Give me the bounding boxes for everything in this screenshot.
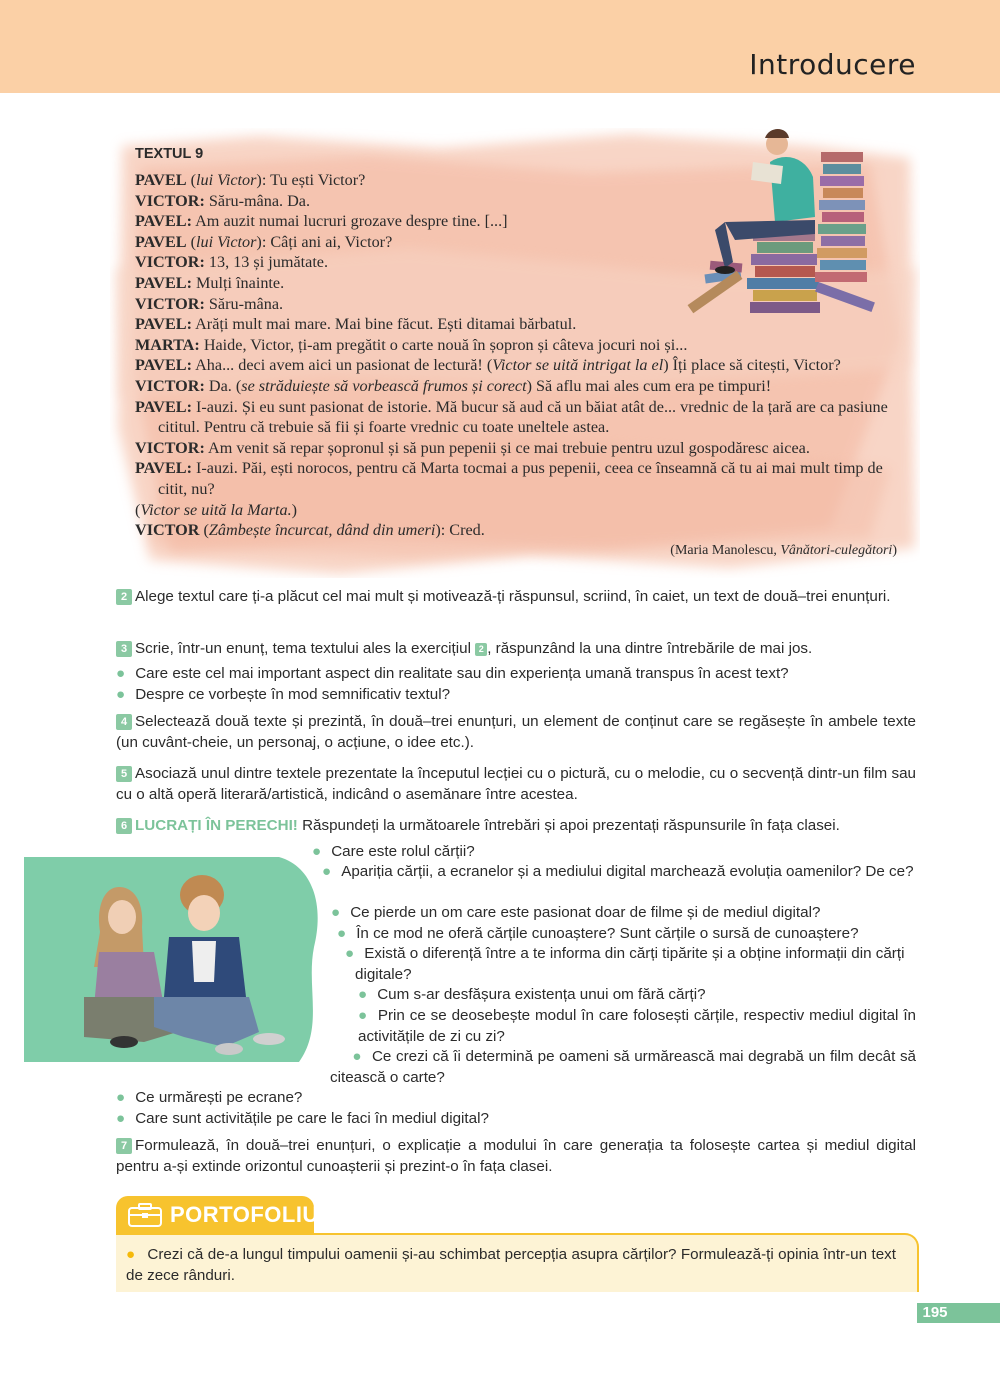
exercise-number: 3 — [116, 641, 132, 657]
line-text: Am auzit numai lucruri grozave despre tine. [...] — [191, 212, 508, 231]
bullet-icon: ● — [352, 1048, 362, 1065]
list-item: ● Care sunt activitățile pe care le faci în mediul digital? — [116, 1110, 489, 1127]
bullet-icon: ● — [331, 904, 341, 921]
speaker-name: PAVEL: — [135, 356, 192, 375]
exercise-3: 3 Scrie, într-un enunț, tema textului ales la exercițiul 2 , răspunzând la una dintre întrebările de mai jos. — [116, 639, 916, 660]
stage-direction: Victor se uită la Marta. — [140, 500, 292, 519]
exercise-2: 2 Alege textul care ți-a plăcut cel mai mult și motivează-ți răspunsul, scriind, în caiet, un text de două–trei enunțuri. — [116, 587, 916, 608]
line-text: : Câți ani ai, Victor? — [261, 232, 393, 251]
reading-source: (Maria Manolescu, Vânători-culegători) — [670, 542, 897, 558]
exercise-4: 4 Selectează două texte și prezintă, în două–trei enunțuri, un element de conținut care se regăsește în ambele texte (un cuvânt-cheie, un personaj, o acțiune, o idee etc.). — [116, 713, 916, 751]
line-text: Arăți mult mai mare. Mai bine făcut. Ești ditamai bărbatul. — [191, 315, 577, 334]
bullet-icon: ● — [337, 925, 347, 942]
exercise-5: 5 Asociază unul dintre textele prezentate la începutul lecției cu o pictură, cu o melodie, cu o secvență dintr-un film sau cu o altă operă literară/artistică, indicând o asemănare între acestea. — [116, 765, 916, 803]
dialogue — [135, 170, 905, 541]
stage-direction: lui Victor — [196, 171, 257, 189]
bullet-icon: ● — [312, 843, 322, 860]
dialogue-line: VICTOR (Zâmbește încurcat, dând din umeri): Cred. — [135, 521, 485, 540]
line-text: ( — [135, 500, 141, 519]
reading-text — [135, 146, 905, 559]
line-text: ) — [291, 500, 298, 519]
pair-work-label: LUCRAȚI ÎN PERECHI! — [135, 817, 298, 834]
dialogue-line — [135, 335, 905, 356]
list-item: ● Cum s-ar desfășura existența unui om fără cărți? — [358, 986, 706, 1003]
speaker-name: VICTOR: — [135, 253, 205, 272]
line-text: 13, 13 și jumătate. — [204, 253, 329, 272]
exercise-6: 6 LUCRAȚI ÎN PERECHI! Răspundeți la următoarele întrebări și apoi prezentați răspunsurile în fața clasei. — [116, 816, 916, 837]
speaker-name: VICTOR: — [135, 438, 205, 457]
bullet-icon: ● — [126, 1246, 136, 1263]
dialogue-line — [135, 273, 905, 294]
bullet-icon: ● — [358, 986, 368, 1003]
line-text: : Cred. — [440, 521, 485, 540]
speaker-name: PAVEL: — [135, 315, 192, 334]
speaker-name: VICTOR — [135, 521, 200, 540]
line-text: Da. ( — [204, 376, 242, 395]
bullet-icon: ● — [116, 1089, 126, 1106]
exercise-number: 4 — [116, 714, 132, 730]
speaker-name: PAVEL — [135, 171, 187, 189]
stage-direction: Zâmbește încurcat, dând din umeri — [208, 521, 436, 540]
dialogue-line — [135, 438, 905, 459]
line-text: ) Să aflu mai ales cum era pe timpuri! — [526, 376, 772, 395]
dialogue-line — [135, 397, 905, 438]
page-number: 195 — [922, 1304, 948, 1321]
line-text: Aha... deci avem aici un pasionat de lectură! ( — [191, 356, 493, 375]
page-number-tab — [917, 1303, 1000, 1323]
speaker-name: PAVEL: — [135, 397, 192, 416]
bullet-icon: ● — [116, 686, 126, 703]
line-text: I-auzi. Păi, ești norocos, pentru că Marta tocmai a pus pepenii, ceea ce înseamnă că tu ai mai mult timp de citit, nu? — [158, 459, 883, 498]
exercise-reference: 2 — [475, 643, 487, 656]
dialogue-line — [135, 376, 905, 397]
list-item: ● Prin ce se deosebește modul în care folosești cărțile, respectiv mediul digital în activitățile de zi cu zi? — [358, 1007, 916, 1045]
stage-direction: Victor se uită intrigat la el — [492, 356, 664, 375]
dialogue-line — [135, 458, 905, 499]
exercise-7: 7 Formulează, în două–trei enunțuri, o explicație a modului în care generația ta folosește cartea și mediul digital pentru a-și extinde orizontul cunoașterii și prezint-o în fața clasei. — [116, 1137, 916, 1175]
line-text: : Tu ești Victor? — [261, 171, 366, 189]
exercise-number: 6 — [116, 818, 132, 834]
dialogue-line: PAVEL (lui Victor): Tu ești Victor? — [135, 171, 366, 189]
dialogue-line — [135, 211, 905, 232]
dialogue-line — [135, 191, 905, 212]
stage-direction: se străduiește să vorbească frumos și corect — [241, 376, 527, 395]
list-item: ● Despre ce vorbește în mod semnificativ textul? — [116, 686, 451, 703]
list-item: ● În ce mod ne oferă cărțile cunoaștere? Sunt cărțile o sursă de cunoaștere? — [337, 925, 859, 942]
speaker-name: VICTOR: — [135, 191, 205, 210]
bullet-icon: ● — [116, 665, 126, 682]
portfolio-label: PORTOFOLIU — [170, 1202, 319, 1227]
dialogue-line — [135, 294, 905, 315]
list-item: ● Apariția cărții, a ecranelor și a mediului digital marchează evoluția oamenilor? De ce? — [322, 863, 914, 880]
dialogue-line — [135, 355, 905, 376]
speaker-name: PAVEL — [135, 232, 187, 251]
speaker-name: MARTA: — [135, 335, 200, 354]
speaker-name: PAVEL: — [135, 459, 192, 478]
exercise-number: 5 — [116, 766, 132, 782]
speaker-name: PAVEL: — [135, 273, 192, 292]
chapter-title: Introducere — [749, 48, 916, 81]
speaker-name: VICTOR: — [135, 376, 205, 395]
bullet-icon: ● — [116, 1110, 126, 1127]
dialogue-line — [135, 252, 905, 273]
line-text: Haide, Victor, ți-am pregătit o carte nouă în șopron și câteva jocuri noi și... — [199, 335, 688, 354]
line-text: I-auzi. Și eu sunt pasionat de istorie. Mă bucur să aud că un băiat atât de... vrednic de la țară are ca pasiune cititul. Pentru că trebuie să fii și foarte vrednic cu toate uneltele astea. — [158, 397, 888, 437]
speaker-name: VICTOR: — [135, 294, 205, 313]
list-item: ● Ce crezi că îi determină pe oameni să urmărească mai degrabă un film decât să citească o carte? — [330, 1048, 916, 1086]
dialogue-line — [135, 500, 905, 521]
line-text: Am venit să repar șopronul și să pun pepenii și ce mai trebuie pentru uzul gospodăresc aicea. — [204, 438, 810, 457]
list-item: ● Ce urmărești pe ecrane? — [116, 1089, 303, 1106]
line-text: Săru-mâna. — [204, 294, 284, 313]
bullet-icon: ● — [322, 863, 332, 880]
reading-title: TEXTUL 9 — [135, 146, 204, 162]
line-text: Săru-mâna. Da. — [204, 191, 311, 210]
bullet-icon: ● — [345, 945, 355, 962]
dialogue-line — [135, 314, 905, 335]
stage-direction: lui Victor — [196, 232, 257, 251]
exercise-number: 2 — [116, 589, 132, 605]
briefcase-icon — [127, 1202, 163, 1228]
list-item: ● Ce pierde un om care este pasionat doar de filme și de mediul digital? — [331, 904, 821, 921]
exercise-number: 7 — [116, 1138, 132, 1154]
students-photo — [24, 857, 334, 1062]
dialogue-line: PAVEL (lui Victor): Câți ani ai, Victor? — [135, 232, 393, 251]
line-text: ) Îți place să citești, Victor? — [663, 356, 841, 375]
bullet-icon: ● — [358, 1007, 368, 1024]
portfolio-text: ● Crezi că de-a lungul timpului oamenii și-au schimbat percepția asupra cărților? Formulează-ți opinia într-un text de zece rânduri. — [126, 1246, 896, 1284]
list-item: ● Există o diferență între a te informa din cărți tipărite și a obține informații din cărți digitale? — [345, 945, 905, 983]
speaker-name: PAVEL: — [135, 212, 192, 231]
list-item: ● Care este rolul cărții? — [312, 843, 475, 860]
line-text: Mulți înainte. — [191, 273, 285, 292]
list-item: ● Care este cel mai important aspect din realitate sau din experiența umană transpus în acest text? — [116, 665, 789, 682]
